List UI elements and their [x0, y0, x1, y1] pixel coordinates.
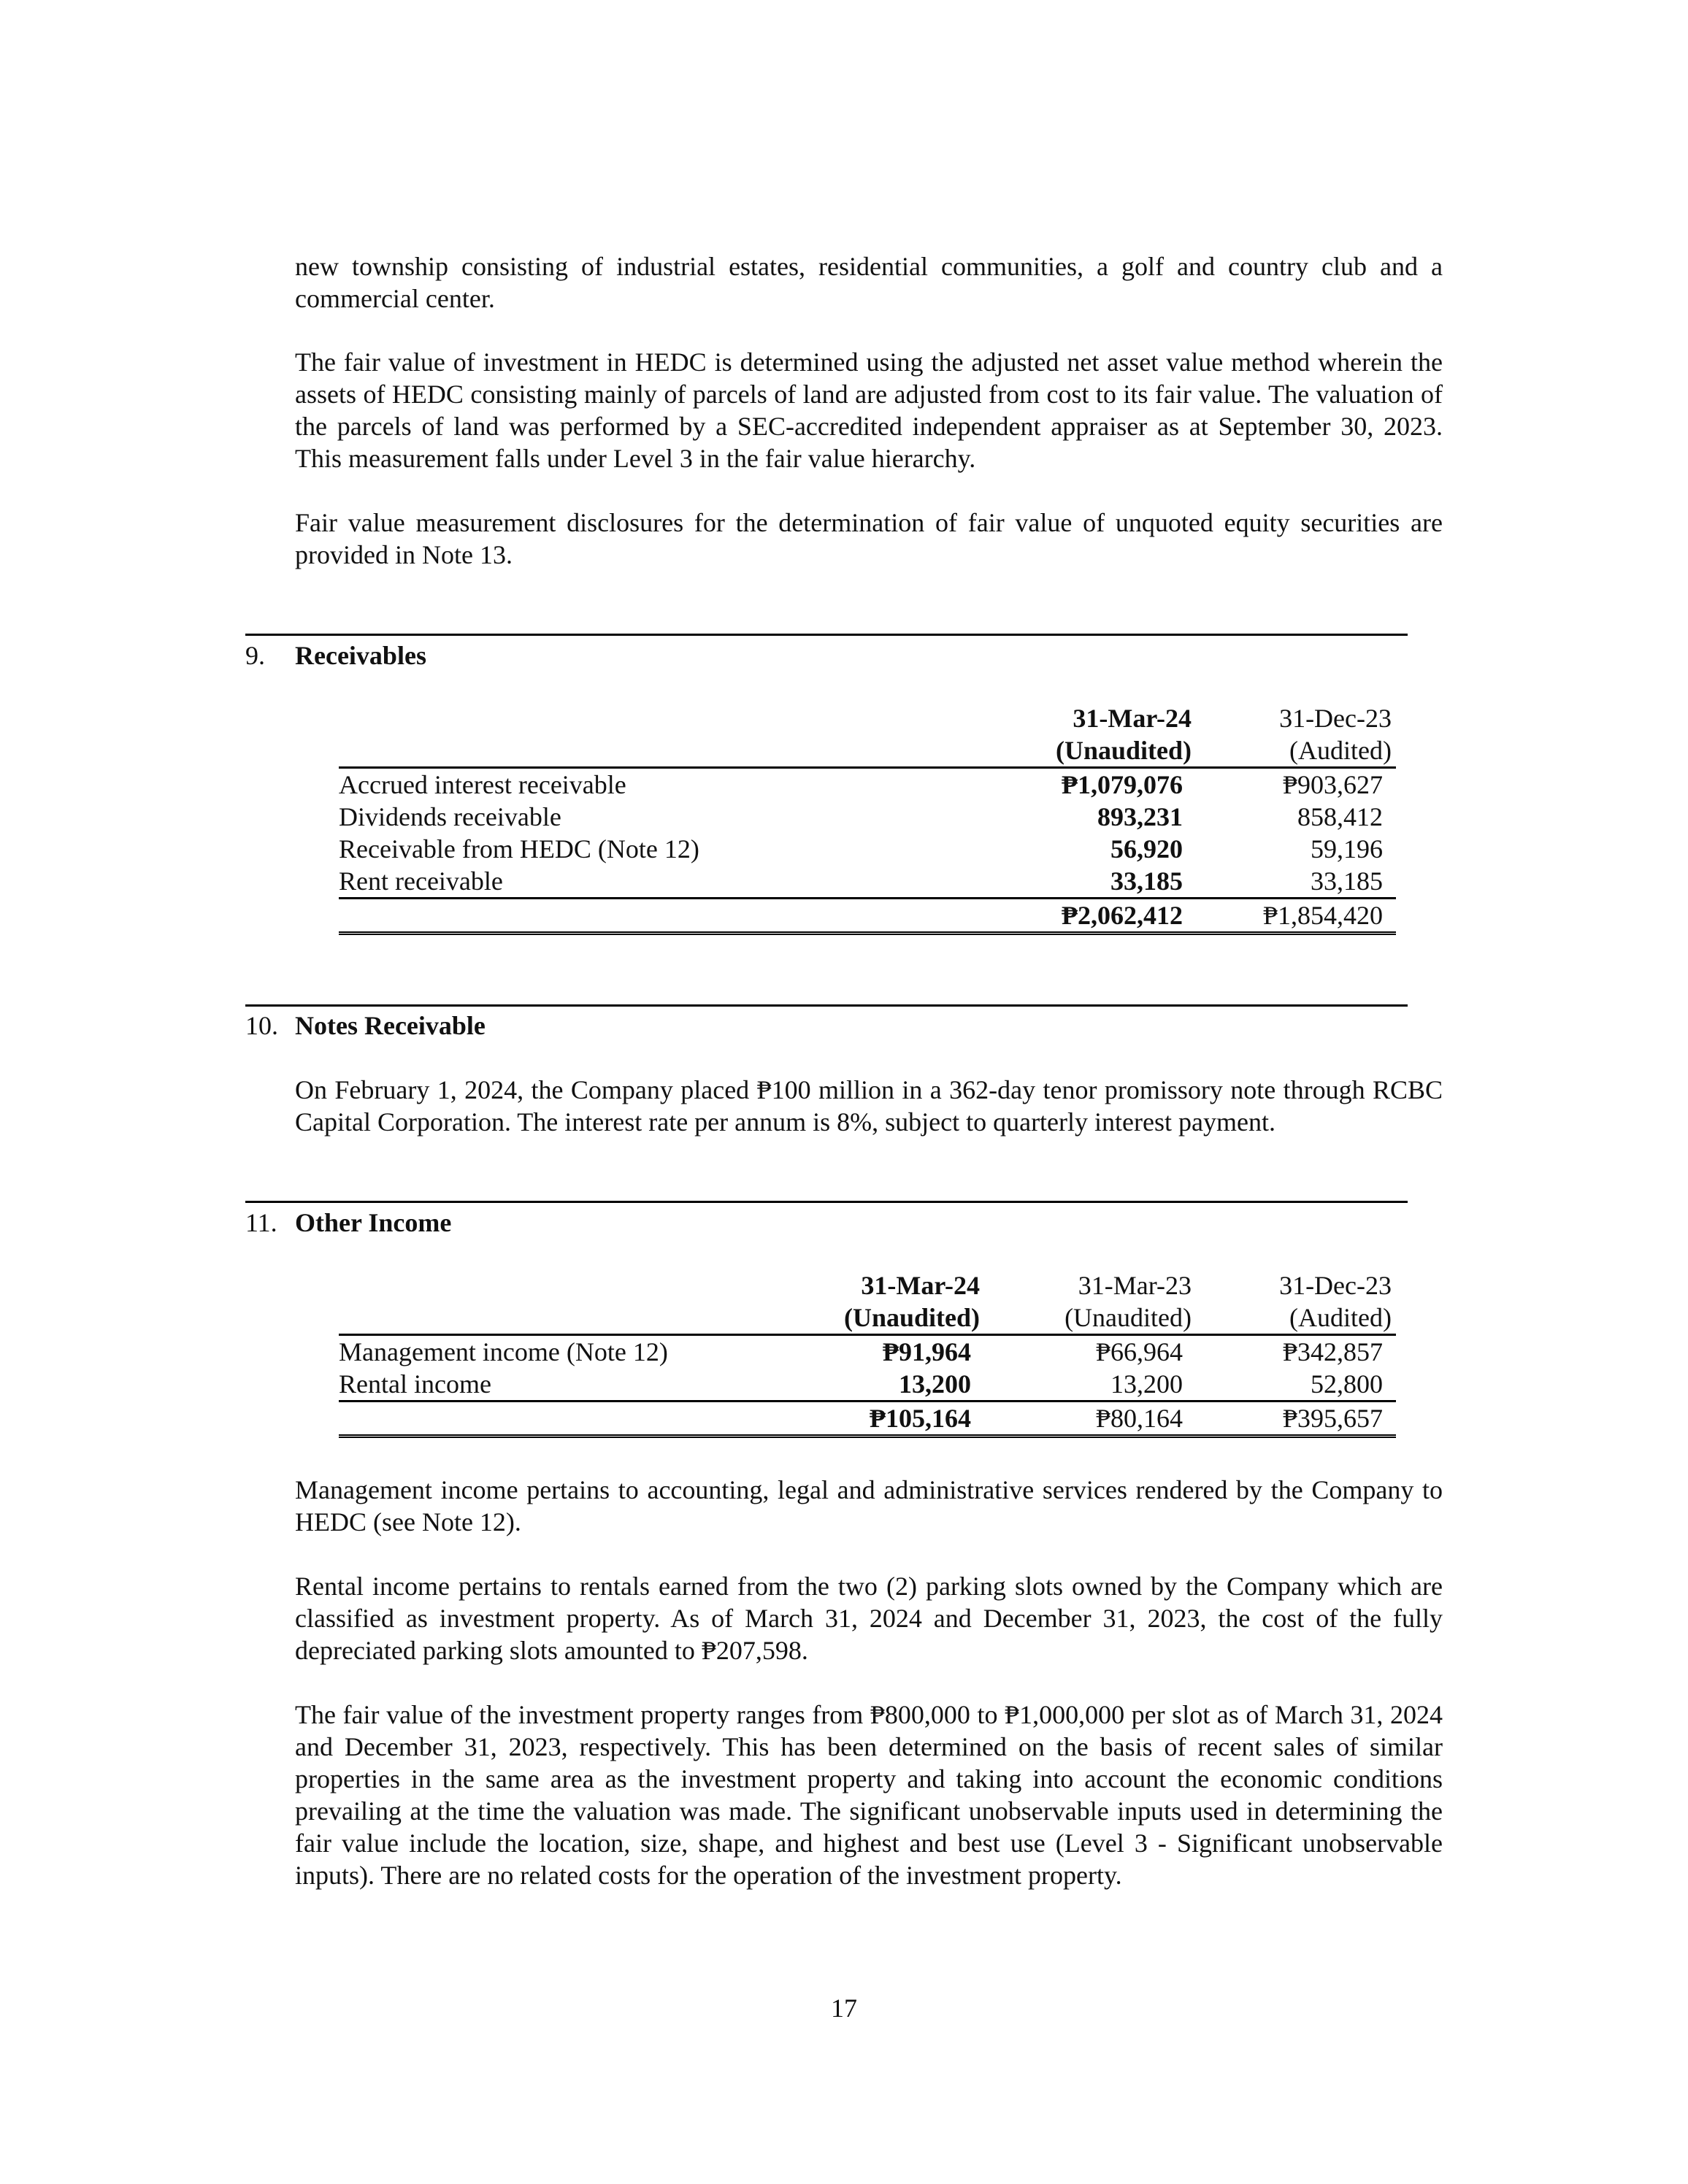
section-heading-notes-receivable	[245, 1010, 486, 1042]
cell-value: 33,185	[1192, 865, 1396, 899]
total-value: ₱105,164	[784, 1401, 980, 1437]
column-status: (Unaudited)	[980, 1301, 1192, 1335]
total-value: ₱1,854,420	[1192, 899, 1396, 934]
total-value: ₱80,164	[980, 1401, 1192, 1437]
section-heading-other-income	[245, 1207, 451, 1239]
cell-value: 13,200	[784, 1368, 980, 1401]
cell-value: 59,196	[1311, 834, 1383, 864]
table-header-row	[339, 702, 1396, 734]
table-row	[339, 1335, 1396, 1369]
cell-value: 893,231	[1097, 802, 1183, 831]
cell-value: 858,412	[1297, 802, 1383, 831]
row-label: Rent receivable	[339, 865, 996, 899]
cell-value: 33,185	[996, 865, 1192, 899]
section-title: Receivables	[295, 641, 426, 670]
row-label: Management income (Note 12)	[339, 1337, 668, 1366]
column-date: 31-Mar-24	[861, 1271, 980, 1300]
column-date: 31-Mar-24	[1073, 704, 1192, 733]
row-label: Receivable from HEDC (Note 12)	[339, 834, 699, 864]
investment-property-fair-value-paragraph: The fair value of the investment property ranges from ₱800,000 to ₱1,000,000 per slot as of March 31, 2024 and December 31, 2023, respectively. This has been determined on the basis of recent sales of similar properties in the same area as the investment property and taking into account the economic conditions prevailing at the time the valuation was made. The significant unobservable inputs used in determining the fair value include the location, size, shape, and highest and best use (Level 3 - Significant unobservable inputs). There are no related costs for the operation of the investment property.	[295, 1700, 1443, 1890]
row-label: Accrued interest receivable	[339, 770, 626, 799]
cell-value: ₱903,627	[1282, 770, 1383, 799]
section-title: Other Income	[295, 1208, 452, 1237]
section-number: 9.	[245, 641, 265, 670]
column-date: 31-Mar-23	[1078, 1271, 1192, 1300]
table-header-row	[339, 1269, 1396, 1301]
hedc-fair-value-paragraph: The fair value of investment in HEDC is determined using the adjusted net asset value method wherein the assets of HEDC consisting mainly of parcels of land are adjusted from cost to its fair value. The valuation of the parcels of land was performed by a SEC-accredited independent appraiser as at September 30, 2023. This measurement falls under Level 3 in the fair value hierarchy.	[295, 347, 1443, 473]
cell-value: ₱91,964	[883, 1337, 971, 1366]
rental-income-paragraph: Rental income pertains to rentals earned from the two (2) parking slots owned by the Company which are classified as investment property. As of March 31, 2024 and December 31, 2023, the cost of the fully depreciated parking slots amounted to ₱207,598.	[295, 1572, 1443, 1665]
receivables-table	[339, 702, 1396, 935]
cell-value: ₱342,857	[1282, 1337, 1383, 1366]
section-divider	[245, 1004, 1408, 1007]
column-status: (Unaudited)	[784, 1301, 980, 1335]
cell-value: 52,800	[1192, 1368, 1396, 1401]
cell-value: ₱66,964	[1095, 1337, 1183, 1366]
column-date: 31-Dec-23	[1279, 704, 1392, 733]
total-value: ₱395,657	[1192, 1401, 1396, 1437]
cell-value: ₱1,079,076	[1062, 770, 1183, 799]
section-divider	[245, 634, 1408, 636]
section-number: 11.	[245, 1208, 277, 1237]
other-income-table	[339, 1269, 1396, 1438]
cell-value: 13,200	[980, 1368, 1192, 1401]
table-header-row	[339, 1301, 1396, 1335]
total-value: ₱2,062,412	[996, 899, 1192, 934]
column-status: (Unaudited)	[996, 734, 1192, 768]
table-row	[339, 865, 1396, 899]
section-number: 10.	[245, 1011, 278, 1040]
table-row	[339, 768, 1396, 801]
notes-receivable-paragraph: On February 1, 2024, the Company placed ₱100 million in a 362-day tenor promissory note through RCBC Capital Corporation. The interest rate per annum is 8%, subject to quarterly interest payment.	[295, 1075, 1443, 1137]
row-label: Dividends receivable	[339, 802, 561, 831]
management-income-paragraph: Management income pertains to accounting, legal and administrative services rendered by the Company to HEDC (see Note 12).	[295, 1475, 1443, 1537]
intro-continuation-paragraph: new township consisting of industrial estates, residential communities, a golf and country club and a commercial center.	[295, 252, 1443, 313]
table-row	[339, 833, 1396, 865]
table-row	[339, 1368, 1396, 1401]
section-title: Notes Receivable	[295, 1011, 486, 1040]
section-divider	[245, 1201, 1408, 1203]
table-header-row	[339, 734, 1396, 768]
table-total-row	[339, 1401, 1396, 1437]
column-status: (Audited)	[1192, 1301, 1396, 1335]
fair-value-disclosure-paragraph: Fair value measurement disclosures for the determination of fair value of unquoted equity securities are provided in Note 13.	[295, 508, 1443, 569]
page-number: 17	[831, 1993, 857, 2023]
column-status: (Audited)	[1192, 734, 1396, 768]
table-total-row	[339, 899, 1396, 934]
column-date: 31-Dec-23	[1279, 1271, 1392, 1300]
section-heading-receivables	[245, 639, 426, 672]
row-label: Rental income	[339, 1368, 784, 1401]
cell-value: 56,920	[1110, 834, 1183, 864]
table-row	[339, 801, 1396, 833]
